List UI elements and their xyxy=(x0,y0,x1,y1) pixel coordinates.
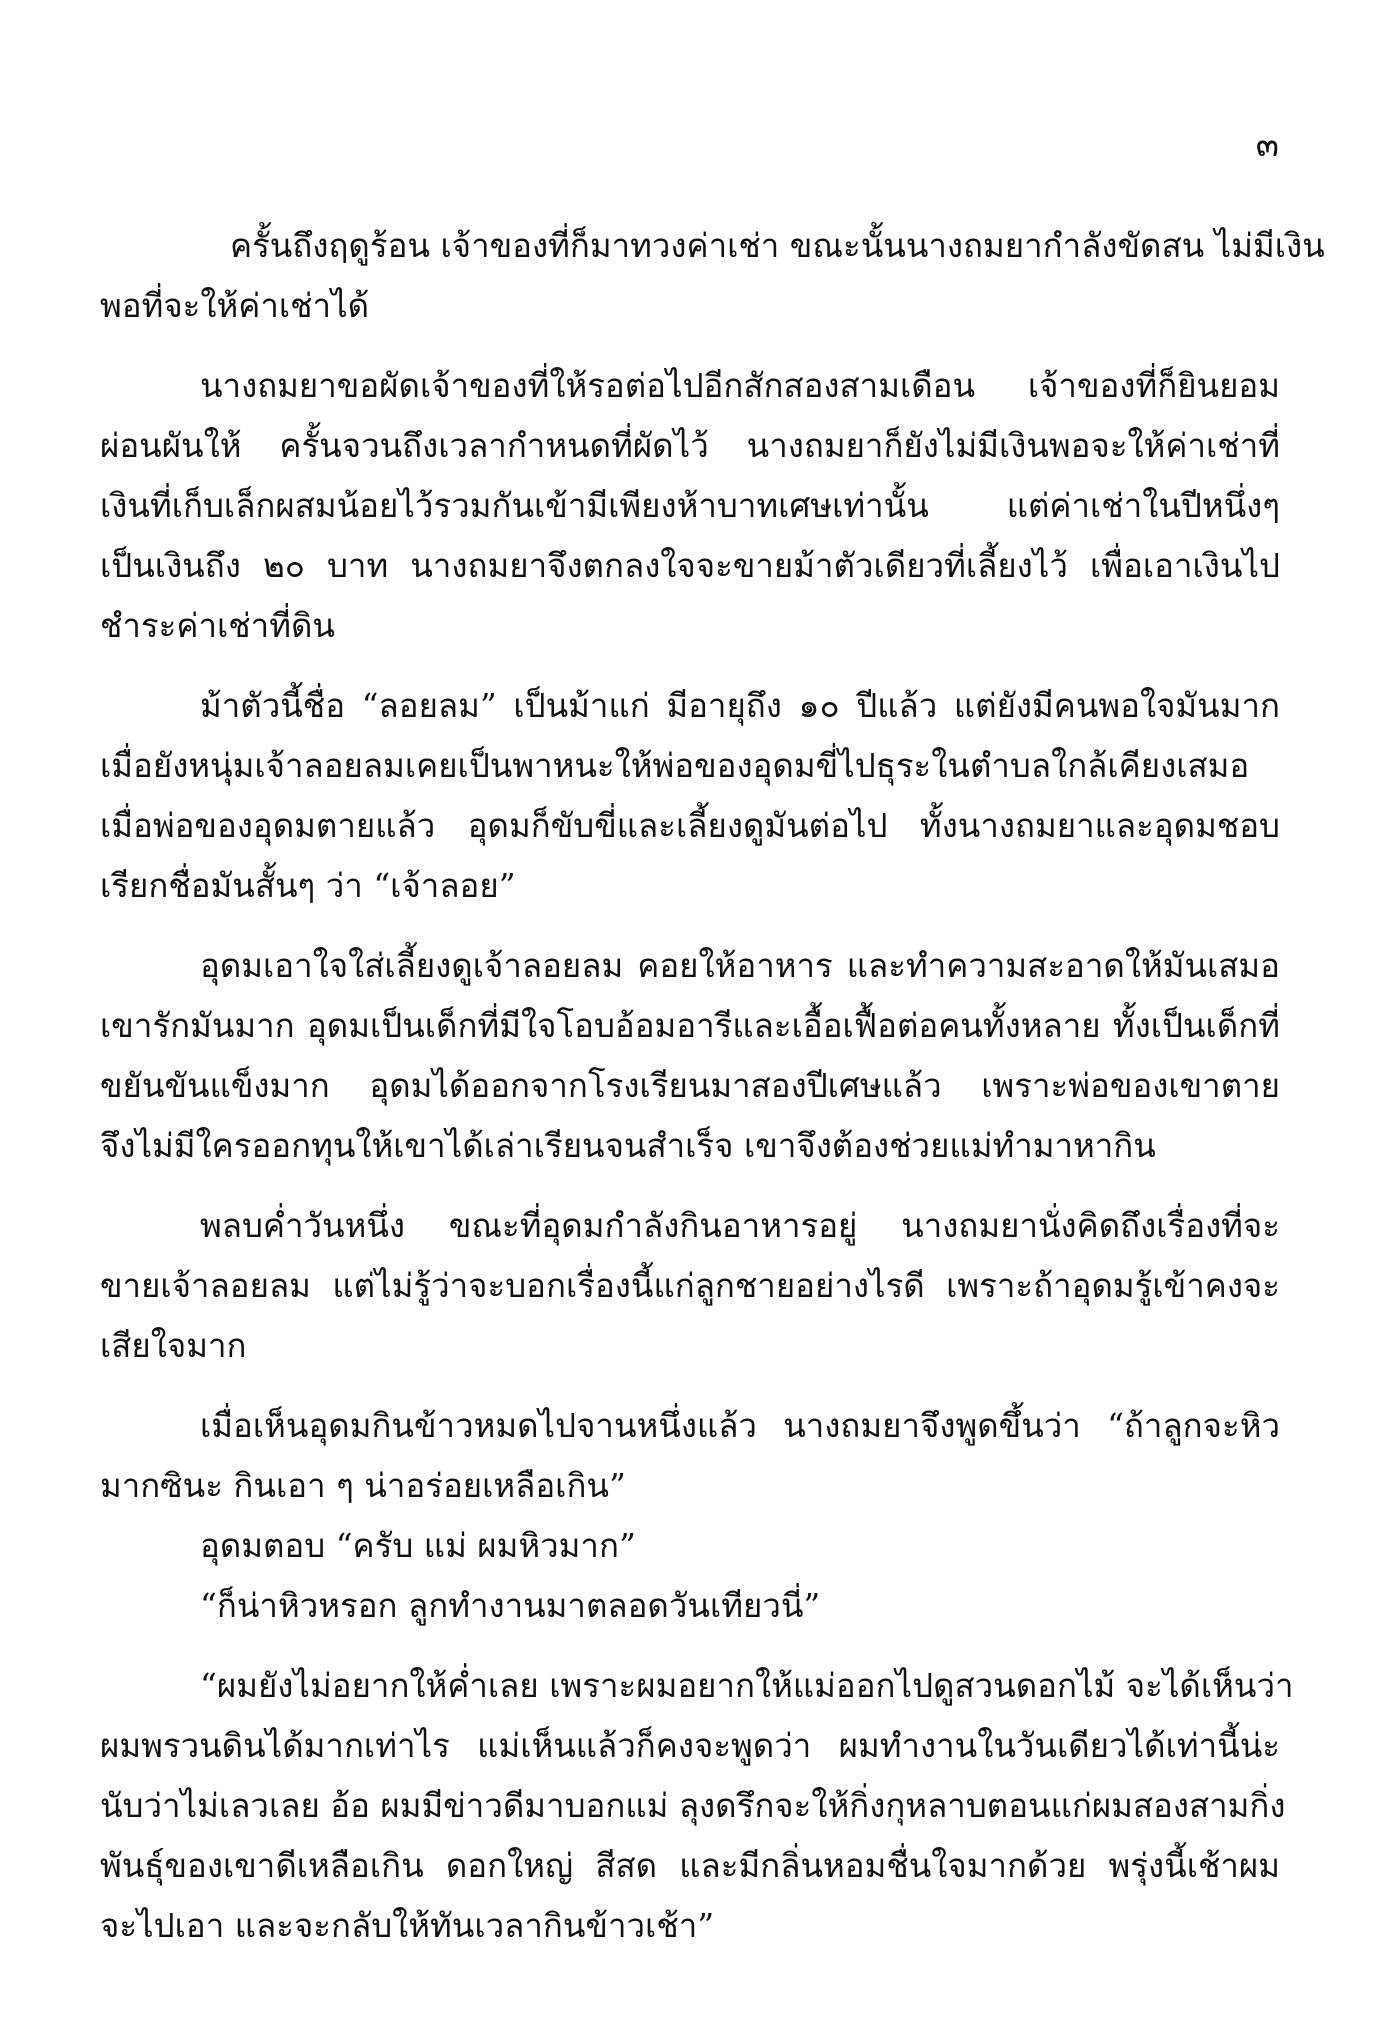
text-line: ชำระค่าเช่าที่ดิน xyxy=(100,606,335,645)
text-line: ผ่อนผันให้ ครั้นจวนถึงเวลากำหนดที่ผัดไว้ นางถมยาก็ยังไม่มีเงินพอจะให้ค่าเช่าที่ xyxy=(100,426,1280,465)
text-line: จึงไม่มีใครออกทุนให้เขาได้เล่าเรียนจนสำเร็จ เขาจึงต้องช่วยแม่ทำมาหากิน xyxy=(100,1126,1156,1165)
text-line: พลบค่ำวันหนึ่ง ขณะที่อุดมกำลังกินอาหารอยู่ นางถมยานั่งคิดถึงเรื่องที่จะ xyxy=(200,1206,1280,1245)
text-line: “ก็น่าหิวหรอก ลูกทำงานมาตลอดวันเทียวนี่” xyxy=(200,1586,821,1625)
page-number: ๓ xyxy=(1255,125,1279,165)
text-line: อุดมเอาใจใส่เลี้ยงดูเจ้าลอยลม คอยให้อาหาร และทำความสะอาดให้มันเสมอ xyxy=(200,946,1280,985)
text-line: เมื่อเห็นอุดมกินข้าวหมดไปจานหนึ่งแล้ว นางถมยาจึงพูดขึ้นว่า “ถ้าลูกจะหิว xyxy=(200,1406,1280,1445)
text-line: อุดมตอบ “ครับ แม่ ผมหิวมาก” xyxy=(200,1526,636,1565)
text-line: นางถมยาขอผัดเจ้าของที่ให้รอต่อไปอีกสักสองสามเดือน เจ้าของที่ก็ยินยอม xyxy=(200,366,1280,405)
text-line: ครั้นถึงฤดูร้อน เจ้าของที่ก็มาทวงค่าเช่า ขณะนั้นนางถมยากำลังขัดสน ไม่มีเงิน xyxy=(230,226,1325,265)
text-line: เงินที่เก็บเล็กผสมน้อยไว้รวมกันเข้ามีเพียงห้าบาทเศษเท่านั้น แต่ค่าเช่าในปีหนึ่งๆ xyxy=(100,486,1280,525)
text-line: เมื่อพ่อของอุดมตายแล้ว อุดมก็ขับขี่และเลี้ยงดูมันต่อไป ทั้งนางถมยาและอุดมชอบ xyxy=(100,806,1280,845)
text-line: ผมพรวนดินได้มากเท่าไร แม่เห็นแล้วก็คงจะพูดว่า ผมทำงานในวันเดียวได้เท่านี้น่ะ xyxy=(100,1726,1280,1765)
text-line: “ผมยังไม่อยากให้ค่ำเลย เพราะผมอยากให้แม่ออกไปดูสวนดอกไม้ จะได้เห็นว่า xyxy=(200,1666,1294,1705)
text-line: มากซินะ กินเอา ๆ น่าอร่อยเหลือเกิน” xyxy=(100,1466,626,1505)
text-line: ขายเจ้าลอยลม แต่ไม่รู้ว่าจะบอกเรื่องนี้แก่ลูกชายอย่างไรดี เพราะถ้าอุดมรู้เข้าคงจะ xyxy=(100,1266,1280,1305)
text-line: พันธุ์ของเขาดีเหลือเกิน ดอกใหญ่ สีสด และมีกลิ่นหอมชื่นใจมากด้วย พรุ่งนี้เช้าผม xyxy=(100,1846,1280,1885)
text-line: นับว่าไม่เลวเลย อ้อ ผมมีข่าวดีมาบอกแม่ ลุงดรึกจะให้กิ่งกุหลาบตอนแก่ผมสองสามกิ่ง xyxy=(100,1786,1286,1825)
text-line: เขารักมันมาก อุดมเป็นเด็กที่มีใจโอบอ้อมอารีและเอื้อเฟื้อต่อคนทั้งหลาย ทั้งเป็นเด็กที่ xyxy=(100,1006,1280,1045)
text-line: ขยันขันแข็งมาก อุดมได้ออกจากโรงเรียนมาสองปีเศษแล้ว เพราะพ่อของเขาตาย xyxy=(100,1066,1280,1105)
text-line: พอที่จะให้ค่าเช่าได้ xyxy=(100,286,370,325)
text-line: ม้าตัวนี้ชื่อ “ลอยลม” เป็นม้าแก่ มีอายุถึง ๑๐ ปีแล้ว แต่ยังมีคนพอใจมันมาก xyxy=(200,686,1280,725)
text-line: เรียกชื่อมันสั้นๆ ว่า “เจ้าลอย” xyxy=(100,866,516,905)
text-line: เสียใจมาก xyxy=(100,1326,247,1365)
text-line: เมื่อยังหนุ่มเจ้าลอยลมเคยเป็นพาหนะให้พ่อของอุดมขี่ไปธุระในตำบลใกล้เคียงเสมอ xyxy=(100,746,1250,785)
text-line: จะไปเอา และจะกลับให้ทันเวลากินข้าวเช้า” xyxy=(100,1906,715,1945)
text-line: เป็นเงินถึง ๒๐ บาท นางถมยาจึงตกลงใจจะขายม้าตัวเดียวที่เลี้ยงไว้ เพื่อเอาเงินไป xyxy=(100,546,1280,585)
